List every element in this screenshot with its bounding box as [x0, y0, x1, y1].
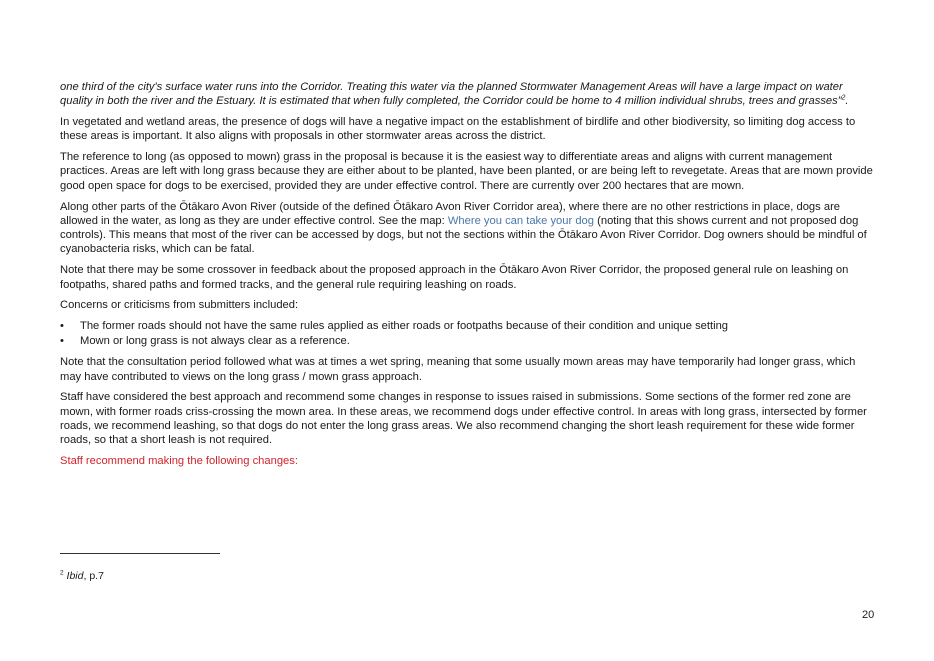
paragraph-crossover: Note that there may be some crossover in feedback about the proposed approach in the Ōtākaro Avon River Corridor, the proposed general rule on leashing on footpaths, shared paths and formed tracks, and the general rule requiring leashing on roads. — [60, 264, 849, 291]
page-number: 20 — [862, 609, 875, 621]
paragraph-staff-approach: Staff have considered the best approach and recommend some changes in response to issues raised in submissions. Some sections of the former red zone are mown, with former roads criss-crossing the mown area. In these areas, we recommend dogs under effective control. In areas with long grass, intersected by former roads, we recommend leashing, so that dogs do not enter the long grass areas. We also recommend changing the short leash requirement for these wide former roads, so that a short leash is not required. — [60, 391, 867, 447]
footnote-italic: Ibid — [66, 570, 84, 582]
bullet-icon: • — [60, 320, 64, 333]
list-item — [60, 334, 874, 348]
map-link[interactable]: Where you can take your dog — [447, 214, 595, 227]
body-text — [60, 80, 874, 475]
footnote-text: , p.7 — [83, 570, 104, 582]
paragraph-biodiversity: In vegetated and wetland areas, the presence of dogs will have a negative impact on the establishment of birdlife and other biodiversity, so limiting dog access to these areas is important. It also aligns with proposals in other stormwater areas across the district. — [60, 116, 856, 143]
staff-recommendation-heading: Staff recommend making the following changes: — [60, 455, 298, 468]
quote-end: . — [845, 95, 849, 108]
bullet-icon: • — [60, 335, 64, 348]
footnote-divider — [60, 553, 220, 554]
footnote — [60, 570, 104, 582]
list-item-text: Mown or long grass is not always clear as a reference. — [80, 335, 350, 348]
paragraph-long-grass: The reference to long (as opposed to mown) grass in the proposal is because it is the easiest way to differentiate areas and aligns with current management practices. Areas are left with long grass because they are either about to be planted, have been planted, or are being left to revegetate. Areas that are mown provide good open space for dogs to be exercised, provided they are under effective control. There are currently over 200 hectares that are mown. — [60, 151, 873, 192]
paragraph-river-access — [60, 200, 874, 257]
concerns-list — [60, 319, 874, 349]
list-item-text: The former roads should not have the same rules applied as either roads or footpaths because of their condition and unique setting — [80, 320, 729, 333]
footnote-number: 2 — [60, 569, 64, 577]
paragraph-concerns-intro: Concerns or criticisms from submitters included: — [60, 299, 299, 312]
quote-paragraph — [60, 80, 874, 109]
river-access-text-2: (noting that this shows current and not proposed dog controls). This means that most of the river can be accessed by dogs, but not the sections within the Ōtākaro Avon River Corridor. Dog owners should be mindful of cyanobacteria risks, which can be fatal. — [60, 214, 867, 256]
quote-text: one third of the city's surface water runs into the Corridor. Treating this water via the planned Stormwater Management Areas will have a large impact on water quality in both the river and the Estuary. It is estimated that when fully completed, the Corridor could be home to 4 million individual shrubs, trees and grasses” — [60, 81, 843, 108]
list-item — [60, 319, 874, 333]
footnote-reference[interactable]: 2 — [841, 94, 846, 102]
paragraph-wet-spring: Note that the consultation period followed what was at times a wet spring, meaning that some usually mown areas may have temporarily had longer grass, which may have contributed to views on the long grass / mown grass approach. — [60, 356, 856, 383]
river-access-text-1: Along other parts of the Ōtākaro Avon River (outside of the defined Ōtākaro Avon River Corridor area), where there are no other restrictions in place, dogs are allowed in the water, as long as they are under effective control. See the map: — [60, 200, 841, 227]
